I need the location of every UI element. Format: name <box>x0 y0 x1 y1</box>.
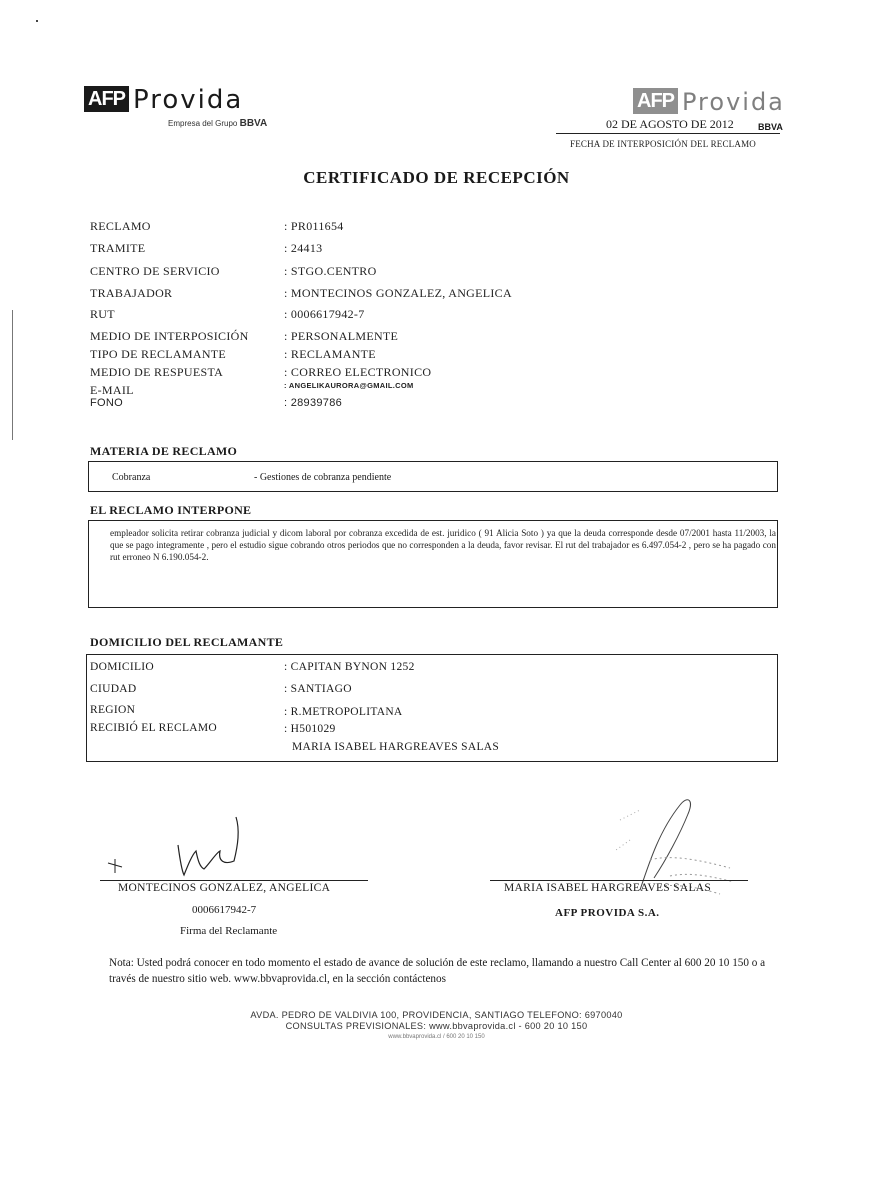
domicilio-label-recibio: RECIBIÓ EL RECLAMO <box>90 722 217 734</box>
filing-date: 02 DE AGOSTO DE 2012 <box>606 117 734 131</box>
claimant-rut: 0006617942-7 <box>192 904 257 916</box>
section-title-domicilio: DOMICILIO DEL RECLAMANTE <box>90 635 284 649</box>
domicilio-value-region: : R.METROPOLITANA <box>284 706 403 718</box>
footer-consultas: CONSULTAS PREVISIONALES: www.bbvaprovida.cl - 600 20 10 150 <box>285 1021 588 1031</box>
domicilio-label-ciudad: CIUDAD <box>90 683 137 695</box>
field-label-tipo-reclamante: TIPO DE RECLAMANTE <box>90 347 227 361</box>
field-label-email: E-MAIL <box>90 383 134 397</box>
footer-address: AVDA. PEDRO DE VALDIVIA 100, PROVIDENCIA, SANTIAGO TELEFONO: 6970040 <box>250 1010 623 1020</box>
bbva-tagline: Empresa del Grupo BBVA <box>168 118 268 129</box>
interpone-text: empleador solicita retirar cobranza judicial y dicom laboral por cobranza excedida de est. juridico ( 91 Alicia Soto ) ya que la deuda corresponde desde 07/2001 hasta 11/2003, la que se pago integramente , pero el estudio sigue cobrando otros periodos que no corresponden a la deuda, favor revisar. El rut del trabajador es 6.497.054-2 , pero se ha pagado con rut erroneo N 6.190.054-2. <box>110 528 776 562</box>
provida-stamp-word: Provida <box>682 88 785 116</box>
field-value-tipo-reclamante: : RECLAMANTE <box>284 347 376 361</box>
filing-date-rule <box>556 133 780 134</box>
field-value-trabajador: : MONTECINOS GONZALEZ, ANGELICA <box>284 286 512 300</box>
field-value-email: : ANGELIKAURORA@GMAIL.COM <box>284 381 414 390</box>
section-title-interpone: EL RECLAMO INTERPONE <box>90 503 252 517</box>
domicilio-value-recibio: : H501029 <box>284 723 336 735</box>
field-value-tramite: : 24413 <box>284 241 323 255</box>
domicilio-label-region: REGION <box>90 704 136 716</box>
domicilio-label-domicilio: DOMICILIO <box>90 661 155 673</box>
claimant-name: MONTECINOS GONZALEZ, ANGELICA <box>118 882 331 894</box>
document-title: CERTIFICADO DE RECEPCIÓN <box>303 168 570 187</box>
field-value-centro: : STGO.CENTRO <box>284 264 377 278</box>
field-label-rut: RUT <box>90 307 115 321</box>
call-center-note: Nota: Usted podrá conocer en todo momento el estado de avance de solución de este reclamo, llamando a nuestro Call Center al 600 20 10 150 o a través de nuestro sitio web. www.bbvaprovida.cl, en la sección contáctenos <box>109 957 766 985</box>
field-label-centro: CENTRO DE SERVICIO <box>90 264 220 278</box>
claimant-signature-line <box>100 880 368 881</box>
afp-logo-mark: AFP <box>84 86 129 112</box>
scan-artifact-dot <box>36 20 38 22</box>
materia-detail: - Gestiones de cobranza pendiente <box>254 472 392 483</box>
provida-logo-left <box>84 86 243 114</box>
field-label-tramite: TRAMITE <box>90 241 146 255</box>
field-value-medio-interposicion: : PERSONALMENTE <box>284 329 399 343</box>
provida-logo-word: Provida <box>133 85 244 115</box>
claimant-signature <box>100 815 260 883</box>
field-label-fono: FONO <box>90 397 123 409</box>
footer-fine-print: www.bbvaprovida.cl / 600 20 10 150 <box>388 1034 485 1040</box>
filing-date-label: FECHA DE INTERPOSICIÓN DEL RECLAMO <box>570 139 756 149</box>
scan-artifact-line <box>12 310 13 440</box>
materia-box <box>88 461 778 492</box>
section-title-materia: MATERIA DE RECLAMO <box>90 444 238 458</box>
domicilio-value-domicilio: : CAPITAN BYNON 1252 <box>284 661 415 673</box>
domicilio-value-ciudad: : SANTIAGO <box>284 683 352 695</box>
claimant-signature-label: Firma del Reclamante <box>180 925 278 937</box>
receiver-name: MARIA ISABEL HARGREAVES SALAS <box>504 882 712 894</box>
provida-logo-stamp <box>633 88 785 116</box>
field-value-rut: : 0006617942-7 <box>284 307 365 321</box>
bbva-stamp-brand: BBVA <box>758 122 783 132</box>
field-value-reclamo: : PR011654 <box>284 219 344 233</box>
receiver-signature-line <box>490 880 748 881</box>
field-label-medio-respuesta: MEDIO DE RESPUESTA <box>90 365 224 379</box>
domicilio-receiver-name: MARIA ISABEL HARGREAVES SALAS <box>292 741 500 753</box>
field-label-medio-interposicion: MEDIO DE INTERPOSICIÓN <box>90 329 249 343</box>
field-value-fono: : 28939786 <box>284 397 343 409</box>
field-label-trabajador: TRABAJADOR <box>90 286 173 300</box>
materia-category: Cobranza <box>112 472 151 483</box>
field-value-medio-respuesta: : CORREO ELECTRONICO <box>284 365 432 379</box>
afp-stamp-mark: AFP <box>633 88 678 114</box>
field-label-reclamo: RECLAMO <box>90 219 151 233</box>
receiver-company: AFP PROVIDA S.A. <box>555 907 660 919</box>
